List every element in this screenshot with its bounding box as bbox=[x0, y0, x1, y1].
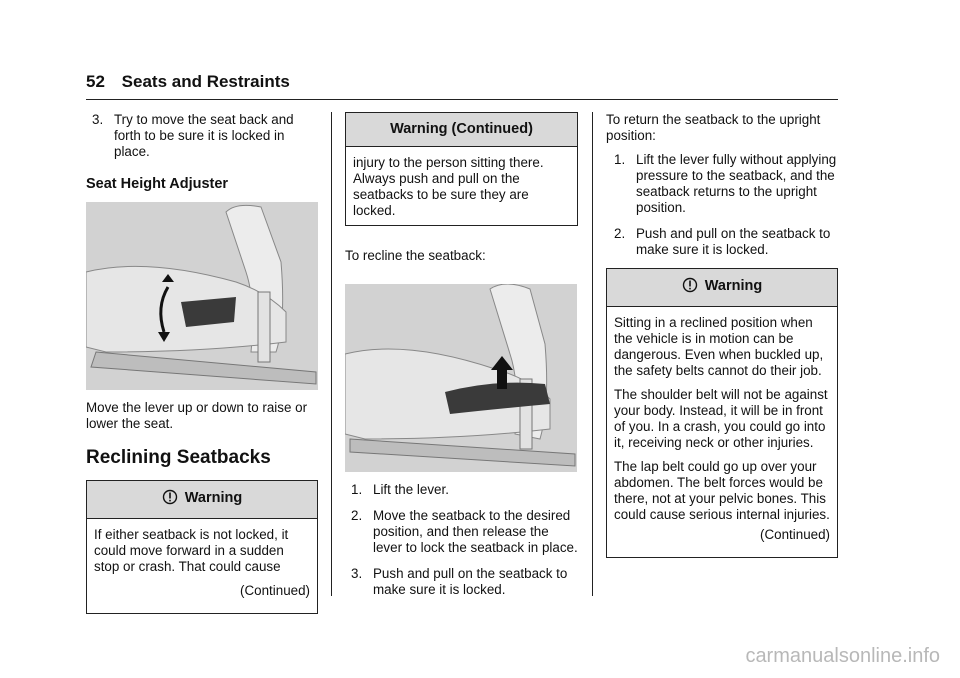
warning-paragraph-1: Sitting in a reclined position when the vehicle is in motion can be dangerous. Even when buckled up, the safety belts cannot do their job. bbox=[614, 315, 824, 378]
warning-text: injury to the person sitting there. Always push and pull on the seatbacks to be sure they are locked. bbox=[353, 155, 544, 218]
warning-header bbox=[607, 269, 837, 307]
column-1 bbox=[86, 112, 318, 614]
warning-body bbox=[607, 307, 837, 557]
seat-height-heading: Seat Height Adjuster bbox=[86, 176, 229, 192]
warning-paragraph-2: The shoulder belt will not be against your body. Instead, it will be in front of you. In a crash, you could go into it, receiving neck or other injuries. bbox=[614, 387, 828, 450]
reclining-seatbacks-heading: Reclining Seatbacks bbox=[86, 447, 271, 468]
warning-body bbox=[87, 519, 317, 613]
column-divider bbox=[331, 112, 332, 596]
step-text: Lift the lever. bbox=[373, 482, 449, 497]
watermark: carmanualsonline.info bbox=[745, 645, 940, 667]
step-number: 2. bbox=[614, 226, 626, 241]
warning-icon bbox=[162, 489, 178, 509]
column-2 bbox=[345, 112, 578, 608]
warning-icon bbox=[682, 277, 698, 297]
warning-box-reclined bbox=[606, 268, 838, 558]
column-divider bbox=[592, 112, 593, 596]
recline-step-1 bbox=[345, 482, 578, 498]
step-number: 1. bbox=[351, 482, 363, 497]
page-header bbox=[86, 72, 290, 92]
step-text: Move the seatback to the desired position, and then release the lever to lock the seatback in place. bbox=[373, 508, 578, 555]
warning-text: If either seatback is not locked, it could move forward in a sudden stop or crash. That could cause bbox=[94, 527, 289, 574]
return-step-1 bbox=[606, 152, 838, 216]
step-text: Lift the lever fully without applying pressure to the seatback, and the seatback returns to the upright position. bbox=[636, 152, 837, 215]
step-text: Push and pull on the seatback to make sure it is locked. bbox=[636, 226, 831, 257]
warning-header bbox=[87, 481, 317, 519]
step-number: 3. bbox=[92, 112, 104, 127]
recline-step-3 bbox=[345, 566, 578, 598]
seat-height-figure bbox=[86, 202, 318, 390]
page-number: 52 bbox=[86, 72, 105, 91]
step-3-lock-check bbox=[86, 112, 318, 160]
step-number: 2. bbox=[351, 508, 363, 523]
return-step-2 bbox=[606, 226, 838, 258]
warning-header: Warning (Continued) bbox=[346, 113, 577, 147]
continued-label: (Continued) bbox=[240, 583, 310, 598]
seat-height-text: Move the lever up or down to raise or lower the seat. bbox=[86, 400, 308, 431]
recline-step-2 bbox=[345, 508, 578, 556]
header-rule bbox=[86, 99, 838, 100]
recline-figure bbox=[345, 284, 577, 472]
step-number: 3. bbox=[351, 566, 363, 581]
step-text: Try to move the seat back and forth to be sure it is locked in place. bbox=[114, 112, 294, 159]
warning-box-continued bbox=[345, 112, 578, 226]
warning-title: Warning bbox=[184, 490, 243, 506]
section-title: Seats and Restraints bbox=[121, 72, 290, 91]
warning-paragraph-3: The lap belt could go up over your abdomen. The belt forces would be there, not at your pelvic bones. This could cause serious internal injuries. bbox=[614, 459, 830, 522]
recline-intro: To recline the seatback: bbox=[345, 248, 486, 263]
warning-box-seatback bbox=[86, 480, 318, 614]
warning-body bbox=[346, 147, 577, 225]
return-intro: To return the seatback to the upright position: bbox=[606, 112, 821, 143]
continued-label: (Continued) bbox=[760, 527, 830, 542]
step-number: 1. bbox=[614, 152, 626, 167]
step-text: Push and pull on the seatback to make sure it is locked. bbox=[373, 566, 568, 597]
column-3 bbox=[606, 112, 838, 558]
warning-title: Warning bbox=[704, 278, 763, 294]
